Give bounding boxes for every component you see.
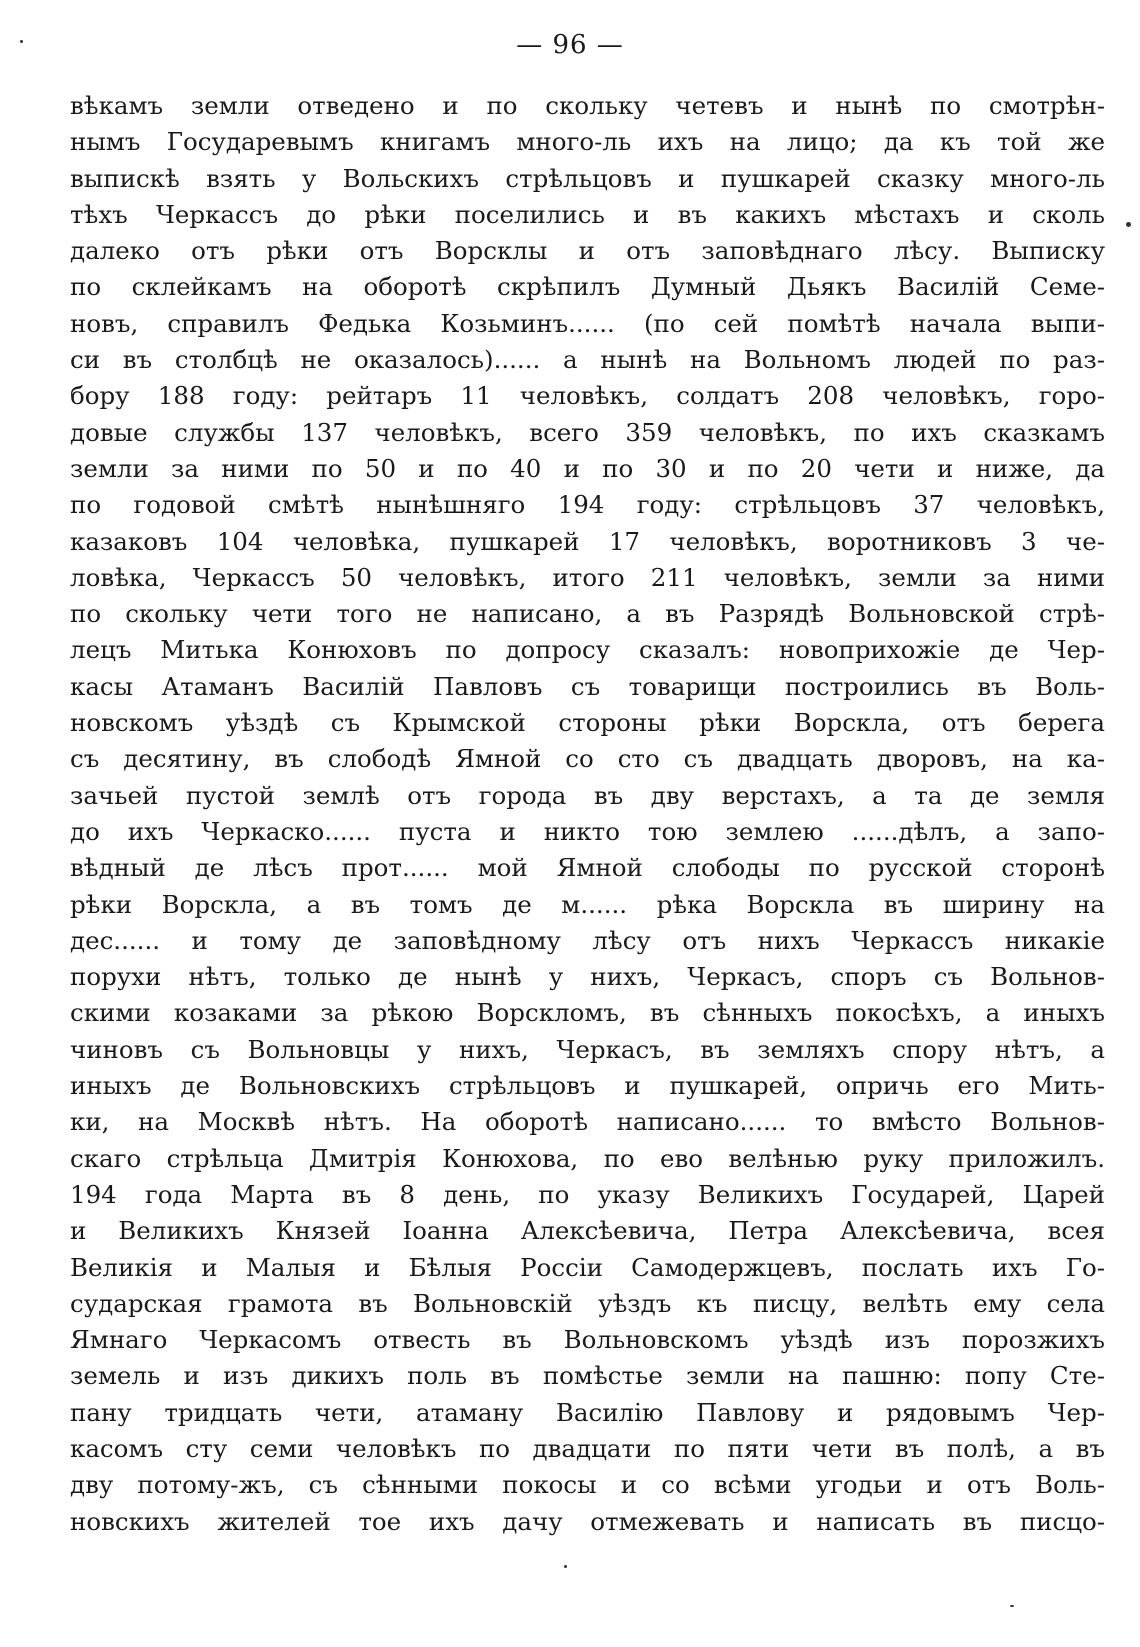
text-line: иныхъ де Вольновскихъ стрѣльцовъ и пушкарей, опричь его Мить- bbox=[70, 1071, 1105, 1101]
scan-speck bbox=[1010, 1605, 1014, 1607]
text-line: дес...... и тому де заповѣдному лѣсу отъ нихъ Черкассъ никакіе bbox=[70, 925, 1105, 955]
text-line: рѣки Ворскла, а въ томъ де м...... рѣка Ворскла въ ширину на bbox=[70, 889, 1105, 919]
text-line: дву потому-жъ, съ сѣнными покосы и со всѣми угодьи и отъ Воль- bbox=[70, 1470, 1105, 1500]
text-line: выпискѣ взять у Вольскихъ стрѣльцовъ и пушкарей сказку много-ль bbox=[70, 163, 1105, 193]
text-line: си въ столбцѣ не оказалось)...... а нынѣ на Вольномъ людей по раз- bbox=[70, 345, 1105, 375]
text-line: по скольку чети того не написано, а въ Разрядѣ Вольновской стрѣ- bbox=[70, 599, 1105, 629]
text-line: земли за ними по 50 и по 40 и по 30 и по 20 чети и ниже, да bbox=[70, 453, 1105, 483]
text-line: до ихъ Черкаско...... пуста и никто тою землею ......дѣлъ, а запо- bbox=[70, 816, 1105, 846]
text-line: скими козаками за рѣкою Ворскломъ, въ сѣнныхъ покосѣхъ, а иныхъ bbox=[70, 998, 1105, 1028]
text-line: нымъ Государевымъ книгамъ много-ль ихъ на лицо; да къ той же bbox=[70, 127, 1105, 157]
text-line: новъ, справилъ Федька Козьминъ...... (по сей помѣтѣ начала выпи- bbox=[70, 308, 1105, 338]
text-line: лецъ Митька Конюховъ по допросу сказалъ: новоприхожіе де Чер- bbox=[70, 635, 1105, 665]
text-line: Ямнаго Черкасомъ отвесть въ Вольновскомъ уѣздѣ изъ порозжихъ bbox=[70, 1325, 1105, 1355]
text-line: вѣдный де лѣсъ прот...... мой Ямной слободы по русской сторонѣ bbox=[70, 853, 1105, 883]
text-line: ки, на Москвѣ нѣтъ. На оборотѣ написано...... то вмѣсто Вольнов- bbox=[70, 1107, 1105, 1137]
body-text bbox=[70, 88, 1105, 1540]
text-line: по склейкамъ на оборотѣ скрѣпилъ Думный Дьякъ Василій Семе- bbox=[70, 272, 1105, 302]
text-line: новскомъ уѣздѣ съ Крымской стороны рѣки Ворскла, отъ берега bbox=[70, 708, 1105, 738]
text-line: скаго стрѣльца Дмитрія Конюхова, по ево велѣнью руку приложилъ. bbox=[70, 1143, 1105, 1173]
text-line: земель и изъ дикихъ поль въ помѣстье земли на пашню: попу Сте- bbox=[70, 1361, 1105, 1391]
text-line: 194 года Марта въ 8 день, по указу Великихъ Государей, Царей bbox=[70, 1179, 1105, 1209]
text-line: касомъ сту семи человѣкъ по двадцати по пяти чети въ полѣ, а въ bbox=[70, 1433, 1105, 1463]
text-line: далеко отъ рѣки отъ Ворсклы и отъ заповѣднаго лѣсу. Выписку bbox=[70, 236, 1105, 266]
scan-speck bbox=[20, 40, 23, 43]
text-line: пану тридцать чети, атаману Василію Павлову и рядовымъ Чер- bbox=[70, 1397, 1105, 1427]
page-number: — 96 — bbox=[516, 30, 624, 60]
text-line: ловѣка, Черкассъ 50 человѣкъ, итого 211 человѣкъ, земли за ними bbox=[70, 562, 1105, 592]
text-line: и Великихъ Князей Іоанна Алексѣевича, Петра Алексѣевича, всея bbox=[70, 1216, 1105, 1246]
text-line: бору 188 году: рейтаръ 11 человѣкъ, солдатъ 208 человѣкъ, горо- bbox=[70, 381, 1105, 411]
text-line: новскихъ жителей тое ихъ дачу отмежевать и написать въ писцо- bbox=[70, 1506, 1105, 1536]
text-line: касы Атаманъ Василій Павловъ съ товарищи построились въ Воль- bbox=[70, 671, 1105, 701]
text-line: Великія и Малыя и Бѣлыя Россіи Самодержцевъ, послать ихъ Го- bbox=[70, 1252, 1105, 1282]
text-line: съ десятину, въ слободѣ Ямной со сто съ двадцать дворовъ, на ка- bbox=[70, 744, 1105, 774]
text-line: сударская грамота въ Вольновскій уѣздъ къ писцу, велѣть ему села bbox=[70, 1288, 1105, 1318]
text-line: порухи нѣтъ, только де нынѣ у нихъ, Черкасъ, споръ съ Вольнов- bbox=[70, 962, 1105, 992]
text-line: вѣкамъ земли отведено и по скольку четевъ и нынѣ по смотрѣн- bbox=[70, 91, 1105, 120]
text-line: тѣхъ Черкассъ до рѣки поселились и въ какихъ мѣстахъ и сколь bbox=[70, 199, 1105, 229]
text-line: казаковъ 104 человѣка, пушкарей 17 человѣкъ, воротниковъ 3 че- bbox=[70, 526, 1105, 556]
text-line: чиновъ съ Вольновцы у нихъ, Черкасъ, въ земляхъ спору нѣтъ, а bbox=[70, 1034, 1105, 1064]
scan-speck bbox=[1126, 222, 1131, 227]
text-line: довые службы 137 человѣкъ, всего 359 человѣкъ, по ихъ сказкамъ bbox=[70, 417, 1105, 447]
scan-speck bbox=[564, 1565, 567, 1568]
text-line: зачьей пустой землѣ отъ города въ дву верстахъ, а та де земля bbox=[70, 780, 1105, 810]
text-line: по годовой смѣтѣ нынѣшняго 194 году: стрѣльцовъ 37 человѣкъ, bbox=[70, 490, 1105, 520]
